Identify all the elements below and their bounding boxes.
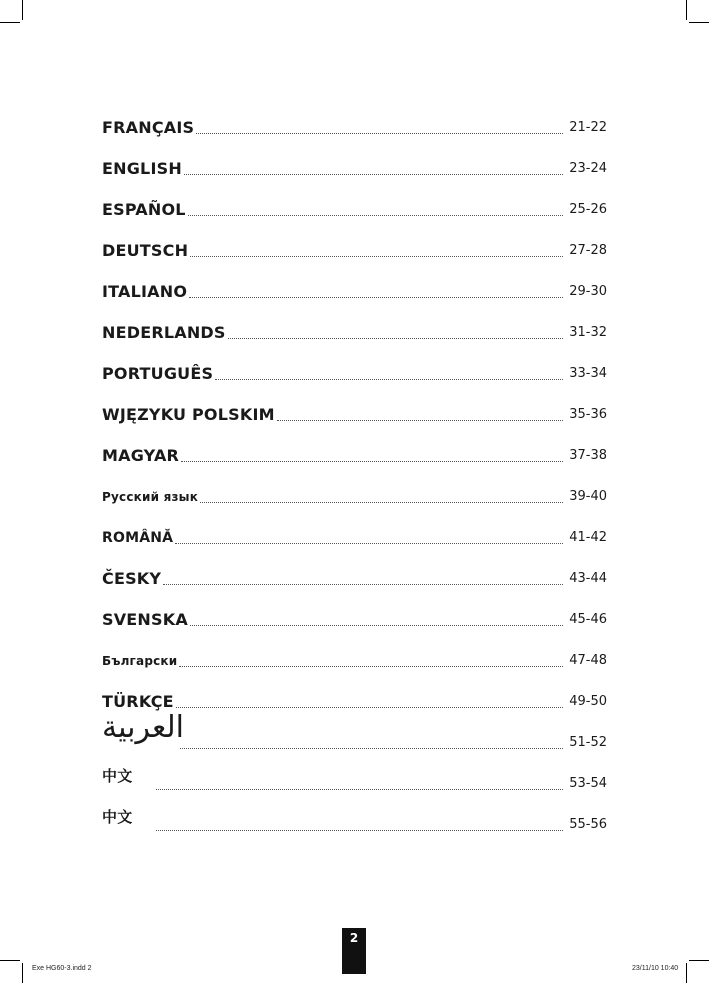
toc-leader-dots xyxy=(175,543,563,544)
toc-leader-dots xyxy=(156,789,563,790)
toc-label: ENGLISH xyxy=(102,159,182,178)
toc-entry-cesky xyxy=(102,563,607,589)
toc-label: DEUTSCH xyxy=(102,241,189,260)
toc-page-range: 45-46 xyxy=(569,612,607,627)
toc-entry-russian xyxy=(102,481,607,507)
toc-leader-dots xyxy=(181,461,563,462)
toc-leader-dots xyxy=(188,215,563,216)
toc-entry-portugues xyxy=(102,358,607,384)
slug-file-info: Exe HG60-3.indd 2 xyxy=(32,965,92,972)
toc-entry-arabic xyxy=(102,710,607,753)
toc-entry-chinese-1 xyxy=(102,768,607,794)
toc-leader-dots xyxy=(184,174,563,175)
toc-label: FRANÇAIS xyxy=(102,118,195,137)
toc-page-range: 37-38 xyxy=(569,448,607,463)
crop-mark-bottom-left-v xyxy=(22,963,23,983)
toc-leader-dots xyxy=(196,133,563,134)
crop-mark-top-left-v xyxy=(22,0,23,20)
toc-label: ČESKY xyxy=(102,569,162,588)
toc-entry-romana xyxy=(102,522,607,548)
toc-label: SVENSKA xyxy=(102,610,188,629)
toc-label: Русский язык xyxy=(102,490,199,504)
toc-page-range: 53-54 xyxy=(569,776,607,791)
toc-page-range: 47-48 xyxy=(569,653,607,668)
crop-mark-top-right-h xyxy=(689,22,709,23)
toc-label: 中文 xyxy=(102,808,133,826)
crop-mark-top-left-h xyxy=(0,22,20,23)
toc-entry-italiano xyxy=(102,276,607,302)
slug-datetime: 23/11/10 10:40 xyxy=(632,965,679,972)
toc-page-range: 55-56 xyxy=(569,817,607,832)
toc-label: PORTUGUÊS xyxy=(102,364,214,383)
crop-mark-top-right-v xyxy=(686,0,687,20)
toc-leader-dots xyxy=(163,584,563,585)
toc-page-range: 43-44 xyxy=(569,571,607,586)
toc-page-range: 27-28 xyxy=(569,243,607,258)
toc-leader-dots xyxy=(156,830,563,831)
toc-page-range: 25-26 xyxy=(569,202,607,217)
page-number: 2 xyxy=(342,928,366,974)
toc-entry-deutsch xyxy=(102,235,607,261)
toc-leader-dots xyxy=(179,666,563,667)
toc-entry-espanol xyxy=(102,194,607,220)
toc-entry-nederlands xyxy=(102,317,607,343)
toc-leader-dots xyxy=(190,625,563,626)
toc-page-range: 51-52 xyxy=(569,735,607,750)
toc-entry-english xyxy=(102,153,607,179)
toc-page-range: 41-42 xyxy=(569,530,607,545)
toc-leader-dots xyxy=(200,502,563,503)
toc-leader-dots xyxy=(180,748,563,749)
toc-label: Български xyxy=(102,654,178,668)
toc-page-range: 39-40 xyxy=(569,489,607,504)
toc-page-range: 33-34 xyxy=(569,366,607,381)
toc-label: WJĘZYKU POLSKIM xyxy=(102,405,275,424)
crop-mark-bottom-right-v xyxy=(686,963,687,983)
toc-page-range: 29-30 xyxy=(569,284,607,299)
crop-mark-bottom-left-h xyxy=(0,960,20,961)
toc-entry-magyar xyxy=(102,440,607,466)
toc-label: ESPAÑOL xyxy=(102,200,186,219)
toc-label: NEDERLANDS xyxy=(102,323,226,342)
toc-leader-dots xyxy=(176,707,563,708)
toc-entry-polski xyxy=(102,399,607,425)
toc-label: TÜRKÇE xyxy=(102,692,174,711)
toc-entry-turkce xyxy=(102,686,607,712)
toc-leader-dots xyxy=(228,338,563,339)
toc-label: ITALIANO xyxy=(102,282,188,301)
toc-page-range: 49-50 xyxy=(569,694,607,709)
toc-label: MAGYAR xyxy=(102,446,180,465)
crop-mark-bottom-right-h xyxy=(689,960,709,961)
toc-entry-francais xyxy=(102,112,607,138)
toc-leader-dots xyxy=(190,256,563,257)
toc-entry-bulgarian xyxy=(102,645,607,671)
toc-label: العربية xyxy=(102,710,184,745)
toc-page-range: 31-32 xyxy=(569,325,607,340)
toc-page-range: 23-24 xyxy=(569,161,607,176)
toc-entry-svenska xyxy=(102,604,607,630)
toc-leader-dots xyxy=(215,379,563,380)
toc-leader-dots xyxy=(277,420,563,421)
toc-label: ROMÂNĂ xyxy=(102,530,174,546)
toc-page-range: 35-36 xyxy=(569,407,607,422)
toc-leader-dots xyxy=(189,297,563,298)
toc-label: 中文 xyxy=(102,767,133,785)
toc-entry-chinese-2 xyxy=(102,809,607,835)
toc-page-range: 21-22 xyxy=(569,120,607,135)
